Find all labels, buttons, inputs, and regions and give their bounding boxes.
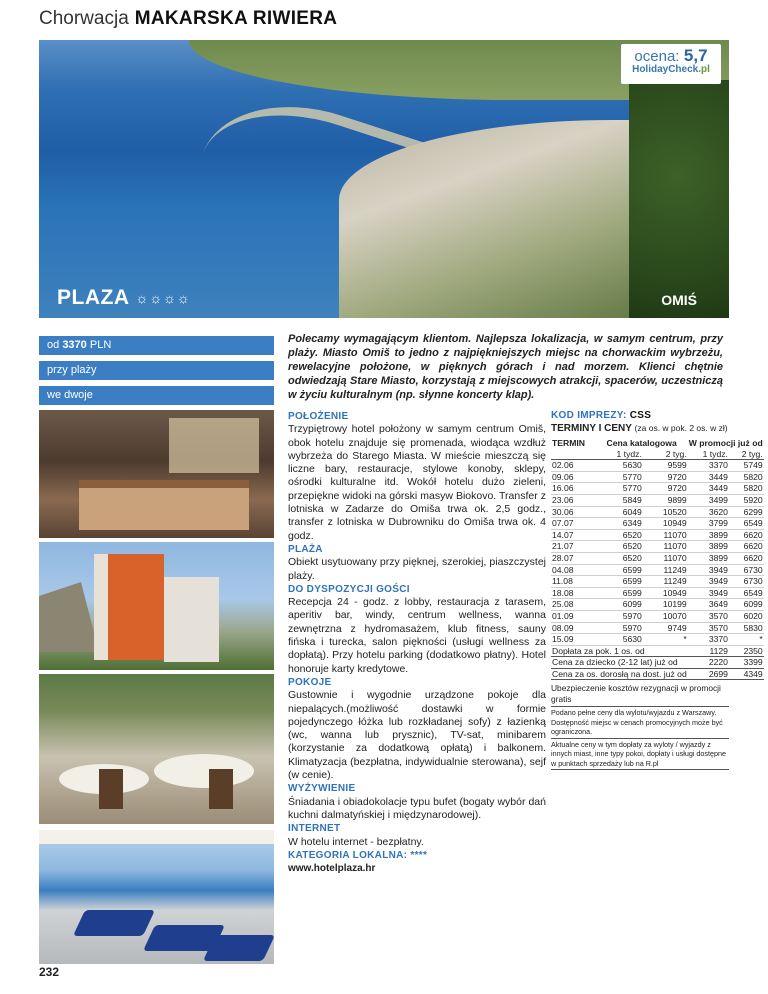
rating-label: ocena:: [634, 48, 680, 65]
price-cell: 6299: [729, 506, 764, 518]
extra-label: Cena za os. dorosłą na dost. już od: [552, 668, 687, 679]
price-cell: 3370: [688, 460, 729, 472]
tag-price: [39, 336, 274, 355]
price-prefix: od: [47, 339, 60, 351]
price-date: 01.09: [551, 610, 596, 622]
price-cell: 5820: [729, 483, 764, 495]
price-date: 21.07: [551, 541, 596, 553]
price-date: 30.06: [551, 506, 596, 518]
photo-terrace: [39, 674, 274, 824]
price-date: 09.06: [551, 471, 596, 483]
tag-list: [39, 336, 274, 411]
price-row: [551, 541, 764, 553]
price-cell: 3620: [688, 506, 729, 518]
price-cell: 3370: [688, 634, 729, 646]
hero-trees: [629, 80, 729, 318]
region-title: MAKARSKA RIWIERA: [134, 8, 338, 29]
price-table-header: [551, 438, 764, 449]
price-row: [551, 506, 764, 518]
price-table-extras: [551, 645, 764, 680]
price-cell: 6520: [596, 552, 643, 564]
extra-price: 3399: [729, 657, 764, 669]
price-table: [551, 438, 764, 680]
section-heading: WYŻYWIENIE: [288, 783, 356, 795]
sub-empty: [551, 449, 596, 460]
price-cell: 5770: [596, 483, 643, 495]
tag-beach: przy plaży: [39, 361, 274, 380]
price-row: [551, 471, 764, 483]
price-cell: 3799: [688, 518, 729, 530]
price-cell: 6599: [596, 576, 643, 588]
price-cell: 6099: [729, 599, 764, 611]
extra-price: 2220: [688, 657, 729, 669]
price-cell: 6049: [596, 506, 643, 518]
section-text: Trzypiętrowy hotel położony w samym centrum Omiš, obok hotelu znajduje się promenada, wiodąca wzdłuż wybrzeża do Starego Miasta. W mieście mieszczą się liczne bary, restauracje, stylowe konoby, sklepy, ośrodki kulturalne itd. Wokół hotelu dużo zieleni, przepiękne widoki na górski masyw Biokovo. Transfer z lotniska w Zadarze do Omiša trwa ok. 2,5 godz., transfer z lotniska w Dubrowniku do Omiša trwa ok. 4 godz.: [288, 423, 546, 542]
rating-brand-name: HolidayCheck: [632, 64, 699, 75]
price-cell: 5630: [596, 460, 643, 472]
photo-building: [39, 542, 274, 670]
price-row: [551, 494, 764, 506]
price-table-subheader: [551, 449, 764, 460]
building-orange: [94, 554, 164, 660]
price-cell: 5820: [729, 471, 764, 483]
price-cell: 5970: [596, 610, 643, 622]
price-cell: 5849: [596, 494, 643, 506]
category-heading: [288, 849, 546, 862]
extra-row: [551, 657, 764, 669]
price-cell: 3899: [688, 552, 729, 564]
price-date: 14.07: [551, 529, 596, 541]
room-window: [169, 418, 259, 473]
price-date: 11.08: [551, 576, 596, 588]
price-cell: 11070: [643, 552, 688, 564]
country-title: Chorwacja: [39, 8, 129, 29]
price-row: [551, 622, 764, 634]
section-text: W hotelu internet - bezpłatny.: [288, 835, 424, 848]
terms-note: (za os. w pok. 2 os. w zł): [634, 423, 728, 433]
section-text: Śniadania i obiadokolacje typu bufet (bogaty wybór dań kuchni dalmatyńskiej i międzynarodowej).: [288, 795, 546, 821]
terrace-table: [154, 754, 254, 788]
price-row: [551, 483, 764, 495]
building-white: [164, 577, 219, 662]
hotel-name: PLAZA: [57, 286, 130, 309]
price-date: 25.08: [551, 599, 596, 611]
price-date: 28.07: [551, 552, 596, 564]
hotel-name-banner: [57, 286, 191, 310]
rating-brand-tld: .pl: [698, 64, 710, 75]
price-cell: 10199: [643, 599, 688, 611]
price-cell: 6349: [596, 518, 643, 530]
section-heading: POKOJE: [288, 676, 332, 688]
price-row: [551, 529, 764, 541]
extra-price: 2350: [729, 645, 764, 657]
extra-price: 1129: [688, 645, 729, 657]
extra-label: Cena za dziecko (2-12 lat) już od: [551, 657, 688, 669]
price-cell: 6549: [729, 587, 764, 599]
price-cell: 9749: [643, 622, 688, 634]
price-cell: 3570: [688, 622, 729, 634]
section-text: Gustownie i wygodnie urządzone pokoje dla niepalących.(możliwość dostawki w formie pojedynczego łóżka lub rozkładanej sofy) z łazienką (wc, wanna lub prysznic), TV-sat, minibarem (korzystanie za dodatkową opłatą) i balkonem. Klimatyzacja (bezpłatna, indywidualnie sterowana), sejf (w cenie).: [288, 689, 546, 782]
price-cell: 11249: [643, 576, 688, 588]
category-stars: ****: [410, 849, 428, 861]
price-cell: 6549: [729, 518, 764, 530]
section-heading: DO DYSPOZYCJI GOŚCI: [288, 583, 410, 595]
price-cell: 5770: [596, 471, 643, 483]
price-cell: 6620: [729, 552, 764, 564]
sub-week: 1 tydz.: [596, 449, 643, 460]
price-cell: 9720: [643, 483, 688, 495]
price-row: [551, 587, 764, 599]
price-cell: 3949: [688, 564, 729, 576]
price-cell: 9599: [643, 460, 688, 472]
price-row: [551, 634, 764, 646]
price-cell: 5830: [729, 622, 764, 634]
price-date: 04.08: [551, 564, 596, 576]
terrace-chair: [209, 769, 233, 809]
price-row: [551, 599, 764, 611]
price-cell: 10520: [643, 506, 688, 518]
price-value: 3370: [62, 339, 87, 351]
extra-label: Dopłata za pok. 1 os. od: [551, 645, 688, 657]
price-cell: 9720: [643, 471, 688, 483]
price-date: 23.06: [551, 494, 596, 506]
photo-room: [39, 410, 274, 538]
tag-couples: we dwoje: [39, 386, 274, 405]
event-code-label: KOD IMPREZY:: [551, 410, 627, 421]
section-text: Obiekt usytuowany przy pięknej, szerokiej, piaszczystej plaży.: [288, 556, 546, 582]
price-cell: *: [729, 634, 764, 646]
price-cell: 6730: [729, 564, 764, 576]
intro-text: Polecamy wymagającym klientom. Najlepsza lokalizacja, w samym centrum, przy plaży. Miasto Omiš to jedno z najpiękniejszych miejsc na chorwackim wybrzeżu, rewelacyjne położone, w pięknych górach i nad morzem. Klienci chętnie odwiedzają Stare Miasto, korzystają z miejscowych atrakcji, spacerów, uczestniczą w życiu kulturalnym (np. słynne koncerty klap).: [288, 333, 723, 401]
price-cell: 3899: [688, 529, 729, 541]
terrace-chair: [99, 769, 123, 809]
price-cell: 6620: [729, 541, 764, 553]
price-cell: 6020: [729, 610, 764, 622]
price-cell: 11070: [643, 541, 688, 553]
category-label: KATEGORIA LOKALNA:: [288, 849, 408, 861]
terms-heading: [551, 423, 729, 434]
event-code: [551, 410, 729, 421]
price-date: 18.08: [551, 587, 596, 599]
page-number: 232: [39, 965, 60, 979]
photo-pool-deck: [39, 830, 274, 964]
price-cell: 11249: [643, 564, 688, 576]
deck-lounger: [203, 935, 274, 961]
extra-price: 4349: [729, 668, 764, 680]
rating-badge: [621, 44, 721, 84]
note-current: Aktualne ceny w tym dopłaty za wyloty / wyjazdy z innych miast, inne typy pokoi, dopłaty i usługi dostępne w punktach sprzedaży lub na R.pl: [551, 739, 729, 770]
price-date: 02.06: [551, 460, 596, 472]
price-row: [551, 460, 764, 472]
section-heading: POŁOŻENIE: [288, 411, 349, 422]
price-date: 15.09: [551, 634, 596, 646]
price-cell: 9899: [643, 494, 688, 506]
hotel-description: [288, 410, 546, 875]
price-cell: 6520: [596, 529, 643, 541]
price-cell: 6730: [729, 576, 764, 588]
section-heading: INTERNET: [288, 823, 341, 835]
price-row: [551, 576, 764, 588]
price-cell: 3649: [688, 599, 729, 611]
page-header: [39, 8, 337, 38]
price-cell: 10070: [643, 610, 688, 622]
price-notes: [551, 682, 729, 769]
rating-brand: [621, 64, 721, 75]
extra-row: [551, 668, 764, 680]
price-cell: 3449: [688, 483, 729, 495]
hotel-stars: ☼☼☼☼: [135, 290, 191, 306]
price-row: [551, 518, 764, 530]
price-cell: 3949: [688, 576, 729, 588]
extra-row: [551, 645, 764, 657]
sub-two-weeks: 2 tyg.: [643, 449, 688, 460]
section-text: Recepcja 24 - godz. z lobby, restauracja z tarasem, aperitiv bar, windy, centrum wellness, wanna zewnętrzna z hydromasażem, klub fitness, sauny fińska i turecka, salon piękności (usługi wellness za dopłatą). Przy hotelu parking (dodatkowo płatny). Hotel honoruje karty kredytowe.: [288, 596, 546, 675]
hotel-city: OMIŚ: [661, 292, 697, 308]
room-bed: [79, 480, 249, 530]
price-row: [551, 610, 764, 622]
price-row: [551, 564, 764, 576]
rating-value: 5,7: [683, 46, 708, 65]
note-prices: Podano pełne ceny dla wylotu/wyjazdu z Warszawy. Dostępność miejsc w cenach promocyjnych może być ograniczona.: [551, 707, 729, 738]
price-cell: 5920: [729, 494, 764, 506]
price-date: 16.06: [551, 483, 596, 495]
price-panel: [551, 410, 763, 770]
deck-lounger: [73, 910, 155, 936]
event-code-value: CSS: [629, 410, 652, 421]
price-row: [551, 552, 764, 564]
price-unit: PLN: [89, 339, 112, 351]
price-cell: 3899: [688, 541, 729, 553]
price-cell: 10949: [643, 518, 688, 530]
price-cell: 6520: [596, 541, 643, 553]
sub-two-weeks: 2 tyg.: [729, 449, 764, 460]
building-mountain: [39, 582, 99, 652]
section-heading: PLAŻA: [288, 543, 323, 555]
price-cell: 6599: [596, 564, 643, 576]
price-cell: 5970: [596, 622, 643, 634]
price-table-body: [551, 460, 764, 646]
col-promo: W promocji już od: [688, 438, 763, 448]
price-cell: 3449: [688, 471, 729, 483]
price-date: 07.07: [551, 518, 596, 530]
extra-price: 2699: [688, 668, 729, 680]
hotel-website: www.hotelplaza.hr: [288, 863, 376, 875]
col-catalog: Cena katalogowa: [606, 438, 677, 448]
deck-umbrella: [39, 830, 274, 844]
note-insurance: Ubezpieczenie kosztów rezygnacji w promocji gratis: [551, 682, 729, 707]
price-cell: 5630: [596, 634, 643, 646]
price-date: 08.09: [551, 622, 596, 634]
col-term: TERMIN: [552, 438, 585, 448]
price-cell: *: [643, 634, 688, 646]
price-cell: 3949: [688, 587, 729, 599]
price-cell: 6099: [596, 599, 643, 611]
price-cell: 6599: [596, 587, 643, 599]
price-cell: 3499: [688, 494, 729, 506]
price-cell: 10949: [643, 587, 688, 599]
price-cell: 3570: [688, 610, 729, 622]
sub-week: 1 tydz.: [688, 449, 729, 460]
price-cell: 5749: [729, 460, 764, 472]
price-cell: 6620: [729, 529, 764, 541]
price-cell: 11070: [643, 529, 688, 541]
terms-title: TERMINY I CENY: [551, 423, 632, 434]
